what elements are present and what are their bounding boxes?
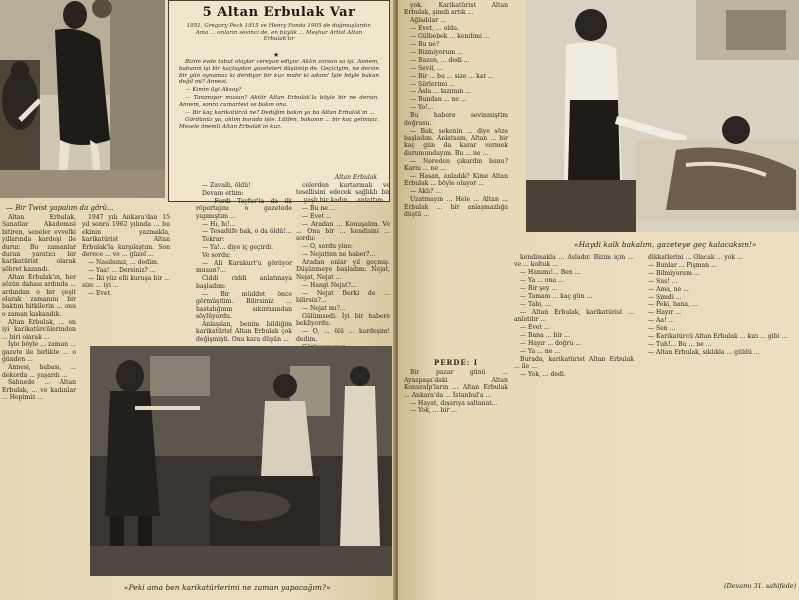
twist-photo-caption: — Bir Twist yapalım da görü... xyxy=(6,204,114,212)
wake-up-photo xyxy=(526,0,799,232)
box-paragraph: — Bir kaç karikatürcü ne? Dediğim bakın ya bu Altan Erbulak'ın ... xyxy=(185,109,375,116)
box-intro: 1951, Gregory Peck 1915 ve Henry Fonda 1905 de doğmuşlardır. Ama ... onların sevinci de, en büyük ... Meşhur Artist Altan Erbulak'tır xyxy=(186,23,372,43)
box-paragraph: — Kimin ilgi Aksoy? xyxy=(185,87,242,94)
paragraph: — Tesadüfe bak, o da öldü!... xyxy=(202,228,292,236)
paragraph: — Gülbebek ... kendimi ... xyxy=(410,33,490,41)
paragraph: — Ama, ne ... xyxy=(648,285,689,293)
paragraph: Anlaşılan, benim bildiğim karikatürist Altan Erbulak çok değişmişti. Onu kara düşün ... xyxy=(196,320,292,343)
paragraph: — Peki, bana, ... xyxy=(648,301,698,309)
paragraph: — Yo!... xyxy=(410,104,434,112)
paragraph: — Yok, ... bir ... xyxy=(410,407,458,415)
left-column-3 xyxy=(196,182,292,342)
paragraph: — Nejatten ne haber?... xyxy=(302,251,376,259)
paragraph: Tekrar: xyxy=(202,236,225,244)
box-paragraph: Gördünüz ya, aklım burada işte. Lütfen, bakanın ... bir kaç gelmişiz. Mesele önemli Altan Erbulak'ın kızı. xyxy=(179,117,379,131)
box-paragraph: Bizim evde tabut olaylar cereyan ediyor. Aklın zorsun sa işi. Annem, babanın işi bir kaçtaydan gazeteleri düşünüp de. Geçiciyim, ne dersin bir gün oynamaz ki derdiyor bir kızı mıdır ki adam! İşte böyle bakan değil mi? Annesi. xyxy=(179,59,379,86)
paragraph: — Bizmiyorum ... xyxy=(410,48,463,56)
paragraph: — Bak, sokenin ... diye söze başladım. Anlatsam, Altan ... bir kaç gün da karar vermek durumundayım. Bu ... ne ... xyxy=(404,127,508,157)
paragraph: Gülümsedi. İyi bir habere bekliyordu. xyxy=(296,312,390,328)
paragraph: — Karikatürcü Altan Erbulak ... kızı ... gibi ... xyxy=(648,333,788,341)
paragraph: — Şimdi ... xyxy=(648,293,682,301)
right-column-1 xyxy=(404,2,508,342)
left-column-1 xyxy=(2,214,76,598)
paragraph: — Bir ... bu ... size ... kat ... xyxy=(410,72,494,80)
box-signature: Altan Erbulak xyxy=(334,174,377,181)
box-title: 5 Altan Erbulak Var xyxy=(202,5,356,20)
paragraph: — Nasılsınız, ... dedim. xyxy=(88,258,159,266)
right-column-3 xyxy=(642,254,792,574)
paragraph: — Hanımı!... Ben ... xyxy=(520,269,581,277)
box-body xyxy=(179,59,379,132)
paragraph: — O, ... ölü ... kardeşim! dedim. xyxy=(296,328,390,343)
continued-note: (Devamı 31. sahifede) xyxy=(724,582,797,590)
paragraph: — Aradan ... Konuşalım. Ve ... Onu bir ... kendisini ... sordu: xyxy=(296,220,390,243)
paragraph: celerden kurtarmalı ve tesellisini edecek sağlıklı bir ... yaşlı bir kadın ... anlattım. xyxy=(296,182,390,204)
paragraph: — Bunlar ... Pişman ... xyxy=(648,261,717,269)
paragraph: Sahnede ... Altan Erbulak, ... ve kadınlar ... Hepimiz ... xyxy=(2,379,76,402)
star-ornament-icon: ★ xyxy=(273,51,280,59)
paragraph: — Sevil, ... xyxy=(410,64,443,72)
paragraph: Bir pazar günü ... Ayazpaşa'daki Altan Konuralp'ların ... Altan Erbulak ... Ankara'da ... İstanbul'a ... xyxy=(404,369,508,399)
paragraph: — Hayat, dışarıya saltanat... xyxy=(410,399,498,407)
paragraph: — Tuh!... Bu ... ne ... xyxy=(648,340,712,348)
paragraph: dikkatlerini ... Olacak ... yok ... xyxy=(648,254,743,261)
paragraph: — Bana ... bir ... xyxy=(520,332,570,340)
paragraph: — Bir şey ... xyxy=(520,285,558,293)
paragraph: Altan Erbulak, ... en iyi karikatürcülerinden ... biri olarak ... xyxy=(2,318,76,341)
left-magazine-page xyxy=(0,0,396,600)
paragraph: — Tabi, ... xyxy=(520,300,551,308)
paragraph: — Aa! ... xyxy=(648,317,675,325)
paragraph: — Sen ... xyxy=(648,325,676,333)
paragraph: Altan Erbulak'ın, her sözün dahası ardında ... ardından o bir çeşit olarak zamanını bir baktım bitkilerin ... onu o zaman kıskandık. xyxy=(2,273,76,318)
paragraph: — Bazen, ... dedi ... xyxy=(410,56,470,64)
paragraph: — Bilmiyorum ... xyxy=(648,269,700,277)
paragraph: Annesi, babası, ... dekorda ... yaşardı ... xyxy=(2,364,76,379)
paragraph: — Ali Karakurt'u görüyor musun?... xyxy=(196,260,292,275)
paragraph: — Ya ... ona ... xyxy=(520,277,564,285)
paragraph: — Hayır ... doğru ... xyxy=(520,339,582,347)
paragraph: — Evet. xyxy=(88,290,112,298)
studio-photo xyxy=(90,346,392,576)
paragraph: — Sus! ... xyxy=(648,277,678,285)
paragraph: — O, sordu yine: xyxy=(302,243,353,251)
paragraph: — Hı, hı!... xyxy=(202,220,236,228)
box-paragraph: — Tanımıyor musun? Aktör Altan Erbulak'la böyle bir ne dersin. Annem, sonra cumartesi ve bakın ona. xyxy=(179,94,379,108)
paragraph: — Tamam ... kaç gün ... xyxy=(520,293,593,301)
paragraph: — Bir müddet önce görmüştüm. Bilirsiniz ... hastalığının sıkıntısından söylüyordu. xyxy=(196,290,292,320)
paragraph: — Şiirlerimi ... xyxy=(410,80,455,88)
right-column-1b xyxy=(404,356,508,598)
paragraph: — Ya!... diye iç geçirdi. xyxy=(202,244,274,252)
paragraph: — Ya ... ne ... xyxy=(520,347,561,355)
paragraph: yok. Karikatürist Altan Erbulak, şimdi artık ... xyxy=(404,2,508,17)
paragraph: — Yok, ... dedi. xyxy=(520,371,566,379)
wake-up-photo-caption: «Haydi kalk bakalım, gazeteye geç kalacaksın!» xyxy=(574,240,757,249)
paragraph: — Altan Erbulak, karikatürist ... anlatılır ... xyxy=(514,308,634,324)
paragraph: — Evet, ... oldu. xyxy=(410,25,459,33)
paragraph: Aradan onlar yıl geçmiş. Düşünmeye başladım: Nejat, Nejat, Nejat ... xyxy=(296,259,390,281)
paragraph: — Bu ne? xyxy=(410,41,440,49)
feature-box xyxy=(168,0,390,202)
left-column-4 xyxy=(296,182,390,342)
paragraph: — Aklı? ... xyxy=(410,188,442,196)
paragraph: — Hayır ... xyxy=(648,309,682,317)
paragraph: Ve sordu: xyxy=(202,252,231,260)
paragraph: — Zavallı, öldü! xyxy=(202,182,251,189)
paragraph: — Hangi Nejat?... xyxy=(302,281,357,289)
paragraph: İşte böyle ... zaman ... gazete ile birlikte ... o günden ... xyxy=(2,341,76,364)
paragraph: Altan Erbulak, Sanatlar Akademisi bitiren, seneler evvelki yıllarında kardeşi ile durur. Bu zamanlar duran yaratıcı bir karikatürist olarak şöhret kazandı. xyxy=(2,214,76,273)
paragraph: — Yaa! ... Dersiniz? ... xyxy=(88,266,156,274)
paragraph: — Evet ... xyxy=(302,212,332,220)
studio-photo-caption: «Peki ama ben karikatürlerimi ne zaman yapacağım?» xyxy=(124,583,331,592)
paragraph: Burada, karikatürist Altan Erbulak ... ile ... xyxy=(514,355,634,371)
paragraph: — Nejat Berki de ... bilirsin?... xyxy=(296,289,390,305)
paragraph: 1947 yılı Ankara'dan 15 yıl sonra 1962 yılında ... bu ekinin yazmakla, karikatürist Altan Erbulak'la karşılaştım. Son derece ... ve ... güzel ... xyxy=(82,214,170,259)
paragraph: — Hasan, anladık? Kime Altan Erbulak ... böyle oluyor ... xyxy=(404,172,508,188)
right-magazine-page xyxy=(398,0,799,600)
perde-heading: PERDE: I xyxy=(433,358,479,367)
paragraph: Ağladılar ... xyxy=(410,17,446,25)
paragraph: — Bu ne ... xyxy=(302,204,336,212)
paragraph: kendimakla ... Asladır. Bizim için ... ve ... koltuk ... xyxy=(514,254,634,269)
paragraph: — Asla ... kızımın ... xyxy=(410,88,472,96)
paragraph: Ciddi ciddi anlatmaya başladım: xyxy=(196,275,292,290)
paragraph: Bu habere sevinmiştim doğrusu. xyxy=(404,112,508,127)
paragraph: — Bundan ... ne ... xyxy=(410,96,467,104)
paragraph: — İki yüz elli kuruşa bir ... size ... iyi ... xyxy=(82,274,170,290)
paragraph: — Evet ... xyxy=(520,324,550,332)
paragraph: — Ferdi Tayfur'la da ilk röportajını o gazetede yapmıştım ... xyxy=(196,197,292,220)
left-column-2 xyxy=(82,214,170,342)
twist-dance-photo xyxy=(0,0,165,198)
paragraph: — Nejat mı?... xyxy=(302,305,346,312)
paragraph: Devam ettim: xyxy=(202,189,244,197)
right-column-2 xyxy=(514,254,634,598)
paragraph: — Nereden çıkardın bunu? Karnı ... ne ... xyxy=(404,157,508,173)
paragraph: Uzatmayın ... Hele ... Altan ... Erbulak ... bir anlaşmazlığa düştü ... xyxy=(404,196,508,218)
paragraph: — Altan Erbulak, sıklıkla ... güldü ... xyxy=(648,348,760,356)
